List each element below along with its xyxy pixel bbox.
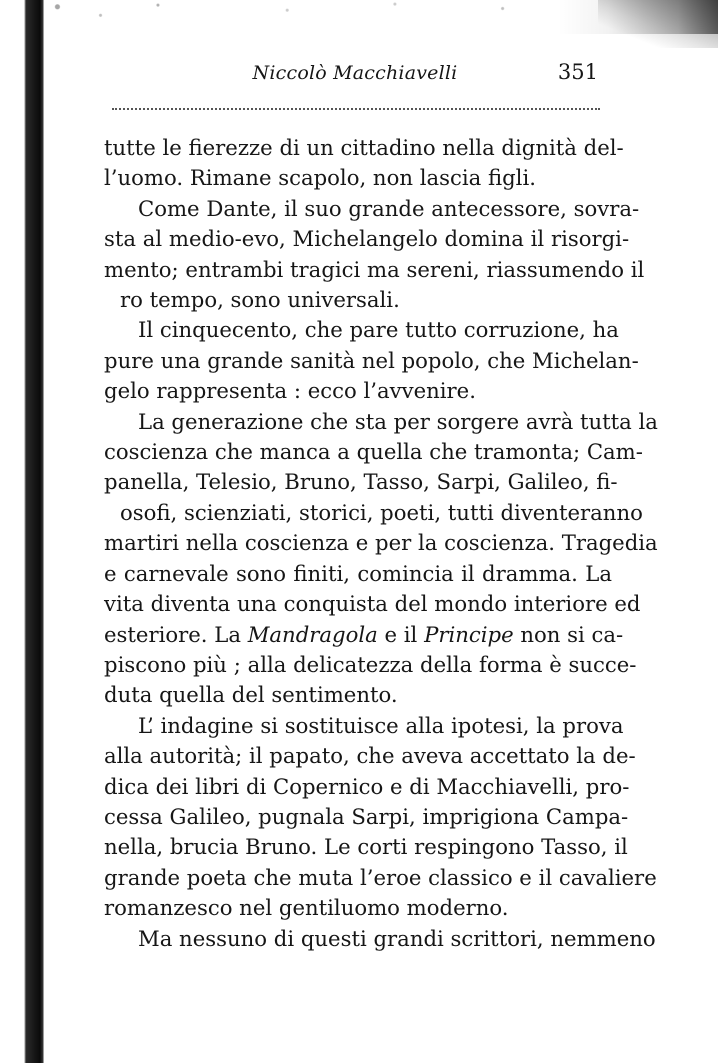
text-line: duta quella del sentimento. bbox=[104, 682, 398, 708]
book-title-mandragola: Mandragola bbox=[247, 621, 378, 647]
text-line: sta al medio-evo, Michelangelo domina il risorgi- bbox=[104, 226, 630, 252]
text-line: gelo rappresenta : ecco l’avvenire. bbox=[104, 378, 476, 404]
text-line: Il cinquecento, che pare tutto corruzione, ha bbox=[138, 317, 619, 343]
text-line: panella, Telesio, Bruno, Tasso, Sarpi, Galileo, fi- bbox=[104, 469, 618, 495]
text-line: nella, brucia Bruno. Le corti respingono Tasso, il bbox=[104, 834, 628, 860]
text-line: Ma nessuno di questi grandi scrittori, nemmeno bbox=[138, 925, 656, 951]
running-title: Niccolò Macchiavelli bbox=[252, 62, 458, 84]
text-line: grande poeta che muta l’eroe classico e il cavaliere bbox=[104, 864, 657, 890]
text-line: ro tempo, sono universali. bbox=[120, 287, 400, 313]
page-number: 351 bbox=[557, 60, 598, 84]
text-fragment: esteriore. La bbox=[104, 621, 241, 647]
text-line: coscienza che manca a quella che tramonta; Cam- bbox=[104, 439, 643, 465]
text-line: La generazione che sta per sorgere avrà tutta la bbox=[138, 408, 658, 434]
text-line: cessa Galileo, pugnala Sarpi, imprigiona Campa- bbox=[104, 803, 629, 829]
text-fragment: non si ca- bbox=[520, 621, 624, 647]
text-line: e carnevale sono finiti, comincia il dramma. La bbox=[104, 560, 612, 586]
text-line: mento; entrambi tragici ma sereni, riassumendo il bbox=[104, 256, 645, 282]
text-line: romanzesco nel gentiluomo moderno. bbox=[104, 895, 509, 921]
text-line: martiri nella coscienza e per la coscienza. Tragedia bbox=[104, 530, 658, 556]
text-line: tutte le fierezze di un cittadino nella dignità del- bbox=[104, 135, 624, 160]
text-line: Come Dante, il suo grande antecessore, sovra- bbox=[138, 195, 640, 221]
scan-edge-noise bbox=[0, 0, 718, 34]
header-rule bbox=[112, 108, 600, 110]
text-line: osofi, scienziati, storici, poeti, tutti diventeranno bbox=[120, 499, 643, 525]
text-line: pure una grande sanità nel popolo, che Michelan- bbox=[104, 347, 639, 373]
body-text bbox=[104, 133, 658, 954]
text-fragment: e il bbox=[384, 621, 418, 647]
book-title-principe: Principe bbox=[424, 621, 514, 647]
page-header bbox=[110, 56, 600, 96]
text-line: alla autorità; il papato, che aveva accettato la de- bbox=[104, 743, 636, 769]
text-line: L’ indagine si sostituisce alla ipotesi, la prova bbox=[138, 712, 624, 738]
text-line-with-titles bbox=[104, 620, 624, 650]
text-line: vita diventa una conquista del mondo interiore ed bbox=[104, 591, 641, 617]
text-line: l’uomo. Rimane scapolo, non lascia figli. bbox=[104, 165, 536, 191]
text-line: piscono più ; alla delicatezza della forma è succe- bbox=[104, 651, 637, 677]
book-binding-edge bbox=[0, 0, 44, 1063]
text-line: dica dei libri di Copernico e di Macchiavelli, pro- bbox=[104, 773, 630, 799]
